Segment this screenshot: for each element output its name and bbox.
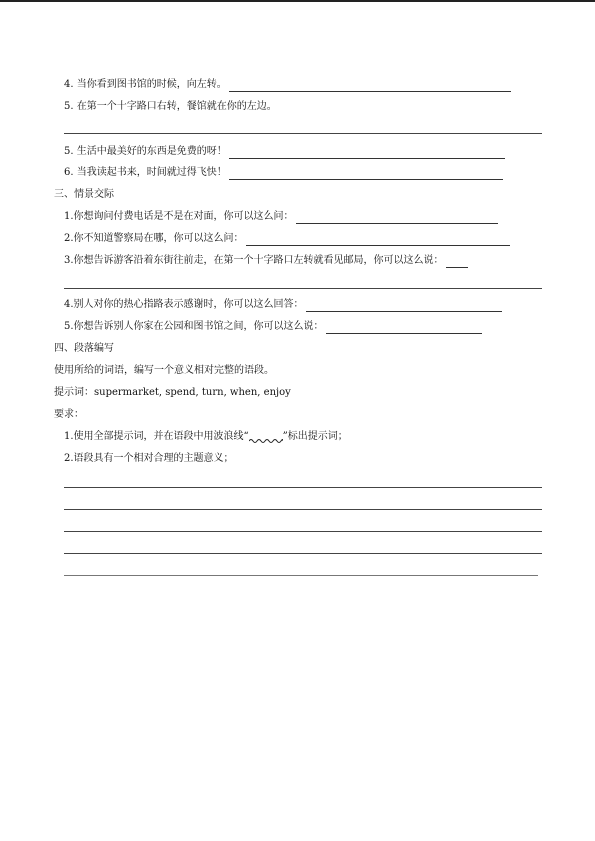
answer-blank[interactable] bbox=[296, 212, 498, 224]
answer-blank[interactable] bbox=[229, 168, 503, 180]
dialogue-item-text: 2.你不知道警察局在哪，你可以这么问： bbox=[64, 233, 244, 244]
answer-line[interactable] bbox=[64, 133, 542, 134]
writing-line[interactable] bbox=[64, 553, 542, 554]
dialogue-item-3 bbox=[64, 254, 468, 268]
dialogue-item-1 bbox=[64, 210, 498, 224]
section-4-instruction bbox=[54, 364, 274, 378]
answer-blank[interactable] bbox=[446, 256, 468, 268]
requirement-text: 2.语段具有一个相对合理的主题意义； bbox=[64, 453, 234, 464]
translation-item-6 bbox=[64, 166, 503, 180]
requirement-text: 1.使用全部提示词，并在语段中用波浪线“ bbox=[64, 431, 249, 442]
writing-line[interactable] bbox=[64, 509, 542, 510]
answer-blank[interactable] bbox=[306, 300, 502, 312]
section-4-heading bbox=[54, 342, 114, 356]
answer-blank[interactable] bbox=[229, 80, 511, 92]
requirements-label bbox=[54, 408, 84, 422]
translation-item-text: 5. 在第一个十字路口右转，餐馆就在你的左边。 bbox=[64, 101, 277, 112]
section-3-heading bbox=[54, 188, 114, 202]
top-border-rule bbox=[0, 0, 595, 2]
hint-words bbox=[54, 386, 291, 400]
writing-line[interactable] bbox=[64, 487, 542, 488]
answer-line[interactable] bbox=[64, 288, 542, 289]
requirements-label-text: 要求： bbox=[54, 409, 84, 420]
answer-blank[interactable] bbox=[229, 147, 505, 159]
translation-item-text: 4. 当你看到图书馆的时候，向左转。 bbox=[64, 79, 227, 90]
requirement-2 bbox=[64, 452, 234, 466]
requirement-1 bbox=[64, 430, 348, 444]
translation-item-4 bbox=[64, 78, 511, 92]
dialogue-item-text: 4.别人对你的热心指路表示感谢时，你可以这么回答： bbox=[64, 299, 304, 310]
section-heading-text: 三、情景交际 bbox=[54, 189, 114, 200]
dialogue-item-text: 3.你想告诉游客沿着东街往前走，在第一个十字路口左转就看见邮局，你可以这么说： bbox=[64, 255, 444, 266]
dialogue-item-5 bbox=[64, 320, 482, 334]
writing-line[interactable] bbox=[64, 531, 542, 532]
answer-blank[interactable] bbox=[246, 234, 510, 246]
wavy-underline-icon bbox=[249, 434, 283, 444]
writing-line[interactable] bbox=[64, 575, 538, 576]
dialogue-item-text: 1.你想询问付费电话是不是在对面，你可以这么问： bbox=[64, 211, 294, 222]
dialogue-item-4 bbox=[64, 298, 502, 312]
requirement-text: ”标出提示词； bbox=[282, 431, 348, 442]
dialogue-item-text: 5.你想告诉别人你家在公园和图书馆之间，你可以这么说： bbox=[64, 321, 324, 332]
answer-blank[interactable] bbox=[326, 322, 482, 334]
dialogue-item-2 bbox=[64, 232, 510, 246]
translation-item-5 bbox=[64, 100, 277, 114]
hint-text: 提示词：supermarket, spend, turn, when, enjoy bbox=[54, 387, 291, 398]
instruction-text: 使用所给的词语，编写一个意义相对完整的语段。 bbox=[54, 365, 274, 376]
translation-item-text: 5. 生活中最美好的东西是免费的呀！ bbox=[64, 146, 227, 157]
translation-item-5b bbox=[64, 145, 505, 159]
translation-item-text: 6. 当我读起书来，时间就过得飞快！ bbox=[64, 167, 227, 178]
section-heading-text: 四、段落编写 bbox=[54, 343, 114, 354]
